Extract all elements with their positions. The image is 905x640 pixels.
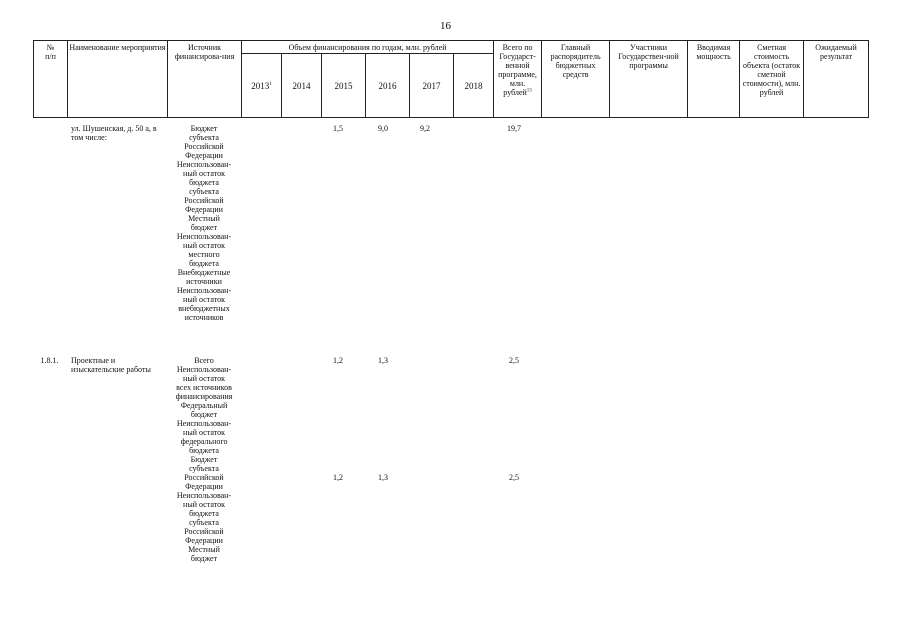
value-total: 2,5	[509, 356, 519, 365]
row-name: Проектные и изыскательские работы	[71, 356, 151, 374]
source-line: ный остаток	[183, 428, 225, 437]
source-line: Федеральный	[180, 401, 228, 410]
header-name: Наименование мероприятия	[68, 41, 168, 118]
source-line: ный остаток	[183, 500, 225, 509]
source-line: Бюджет	[190, 124, 218, 133]
source-line: бюджета	[189, 259, 219, 268]
row-number: 1.8.1.	[40, 356, 59, 365]
source-line: Бюджет	[190, 455, 218, 464]
value-2017: 9,2	[420, 124, 430, 133]
source-line: внебюджетных	[178, 304, 230, 313]
source-line: бюджета	[189, 446, 219, 455]
source-line: бюджет	[190, 410, 218, 419]
source-line: субъекта	[189, 133, 219, 142]
source-line: бюджет	[190, 554, 218, 563]
source-line: субъекта	[189, 464, 219, 473]
source-line: Внебюджетные	[177, 268, 231, 277]
value-total: 19,7	[507, 124, 521, 133]
source-line: бюджета	[189, 509, 219, 518]
value-2016-regional: 1,3	[378, 473, 388, 482]
value-2016: 9,0	[378, 124, 388, 133]
source-line: ный остаток	[183, 295, 225, 304]
source-line: источники	[186, 277, 222, 286]
source-line: Российской	[184, 142, 224, 151]
source-line: местного	[188, 250, 220, 259]
source-line: Неиспользован-	[176, 491, 232, 500]
header-num: № п/п	[34, 41, 68, 118]
source-line: всех источников	[176, 383, 232, 392]
source-line: Российской	[184, 473, 224, 482]
source-line: Федерации	[185, 151, 223, 160]
source-line: Местный	[188, 214, 220, 223]
header-year-2015: 2015	[322, 54, 366, 118]
page-number: 16	[440, 20, 451, 32]
source-line: Федерации	[185, 482, 223, 491]
source-line: Российской	[184, 196, 224, 205]
header-participants: Участники Государствен-ной программы	[610, 41, 688, 118]
source-line: финансирования	[175, 392, 233, 401]
source-line: Неиспользован-	[176, 160, 232, 169]
value-2016: 1,3	[378, 356, 388, 365]
value-total-regional: 2,5	[509, 473, 519, 482]
source-line: Всего	[194, 356, 214, 365]
header-total: Всего по Государст-венной программе, млн. рублей$^{13}$	[494, 41, 542, 118]
source-line: Неиспользован-	[176, 365, 232, 374]
source-line: Неиспользован-	[176, 232, 232, 241]
header-result: Ожидаемый результат	[804, 41, 869, 118]
source-line: субъекта	[189, 187, 219, 196]
header-manager: Главный распорядитель бюджетных средств	[542, 41, 610, 118]
source-line: бюджет	[190, 223, 218, 232]
source-line: ный остаток	[183, 374, 225, 383]
source-line: ный остаток	[183, 241, 225, 250]
header-year-2013: 2013$^1$	[242, 54, 282, 118]
source-line: ный остаток	[183, 169, 225, 178]
header-year-2016: 2016	[366, 54, 410, 118]
value-2015: 1,5	[333, 124, 343, 133]
source-line: Неиспользован-	[176, 286, 232, 295]
source-line: Неиспользован-	[176, 419, 232, 428]
source-line: Местный	[188, 545, 220, 554]
source-line: Российской	[184, 527, 224, 536]
row-name: ул. Шушенская, д. 50 а, в том числе:	[71, 124, 157, 142]
row-sources	[167, 124, 241, 322]
header-year-2017: 2017	[410, 54, 454, 118]
source-line: субъекта	[189, 518, 219, 527]
value-2015: 1,2	[333, 356, 343, 365]
header-year-2018: 2018	[454, 54, 494, 118]
header-funding-title: Объем финансирования по годам, млн. рублей	[242, 41, 494, 54]
header-estimate: Сметная стоимость объекта (остаток сметной стоимости), млн. рублей	[740, 41, 804, 118]
header-capacity: Вводимая мощность	[688, 41, 740, 118]
value-2015-regional: 1,2	[333, 473, 343, 482]
source-line: Федерации	[185, 536, 223, 545]
funding-table-header	[33, 40, 869, 118]
header-year-2014: 2014	[282, 54, 322, 118]
row-sources	[167, 356, 241, 563]
header-source: Источник финансирова-ния	[168, 41, 242, 118]
source-line: источников	[184, 313, 224, 322]
source-line: бюджета	[189, 178, 219, 187]
source-line: федерального	[180, 437, 228, 446]
source-line: Федерации	[185, 205, 223, 214]
